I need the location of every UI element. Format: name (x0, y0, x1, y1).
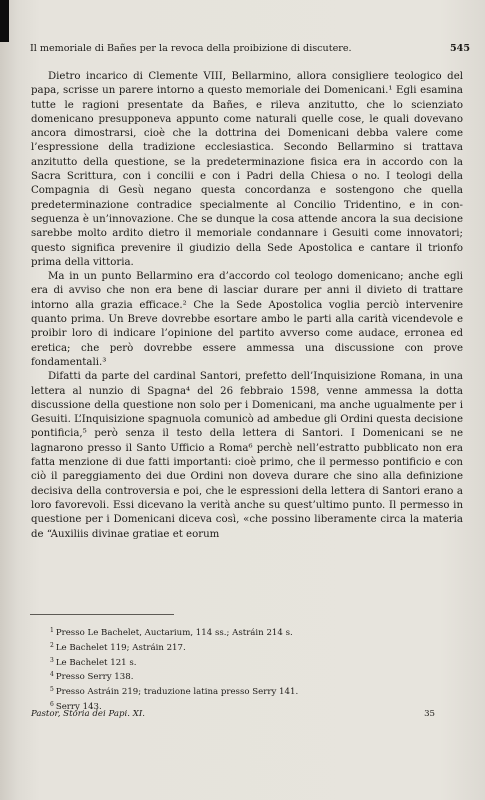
running-header (30, 41, 470, 57)
footnote (50, 655, 470, 670)
footnote (50, 625, 470, 640)
footnote-text: Le Bachelet 119; Astráin 217. (55, 642, 186, 653)
running-title: Il memoriale di Bañes per la revoca della proibizione di discutere. (30, 43, 352, 54)
paragraph: Ma in un punto Bellarmino era d’accordo col teologo domenicano; anche egli era di avviso che non era bene di lasciar durare per anni il divieto di trattare intorno alla grazia efficace.² Che la Sede Apostolica voglia perciò intervenire quanto prima. Un Breve dovrebbe esortare ambo le parti alla carità vicendevole e proibir loro di indicare l’opinione del partito avverso come audace, erronea ed eretica; che però dovrebbe essere ammessa una discussione con prove fondamentali.³ (31, 271, 463, 368)
footnote (50, 640, 470, 655)
footnote-number: 4 (50, 671, 54, 679)
footnote-number: 5 (50, 686, 54, 694)
sheet-number: 35 (424, 709, 435, 719)
footnote-number: 3 (50, 656, 54, 664)
footnote-number: 1 (50, 627, 54, 634)
paragraph: Dietro incarico di Clemente VIII, Bellarmino, allora consigliere teologico del papa, scrisse un parere intorno a questo memoriale dei Domenicani.¹ Egli esamina tutte le ragioni presentate da Bañes, e rileva anzitutto, che lo scienziato domenicano presupponeva appunto come naturali quelle cose, le quali dovevano ancora dimostrarsi, cioè che la dottrina dei Domenicani debba valere come l’espressione della tradizione ecclesiastica. Secondo Bellarmino si trattava anzitutto della questione, se la predeterminazione fisica era in accordo con la Sacra Scrittura, con i concilii e con i Padri della Chiesa o no. I teologi della Compagnia di Gesù negano questa concordanza e sostengono che quella predeterminazione contradice specialmente al Concilio Tridentino, e in conseguenza è un’innovazione. Che se dunque la cosa attende ancora la sua decisione sarebbe molto ardito dietro il memoriale condannare i Gesuiti come innovatori; questo significa prevenire il giudizio della Sede Apostolica e cantare il trionfo prima della vittoria. (31, 71, 463, 268)
page-number: 545 (449, 43, 470, 54)
footnote (50, 669, 470, 684)
footnote (50, 684, 470, 699)
footnote-text: Le Bachelet 121 s. (55, 657, 137, 668)
printer-signature: Pastor, Storia dei Papi. XI. (31, 709, 145, 719)
page-footer (31, 707, 435, 721)
footnote-text: Serry 143. (55, 701, 102, 712)
footnote-text: Presso Astráin 219; traduzione latina presso Serry 141. (55, 687, 299, 698)
footnote-divider (30, 614, 174, 615)
paragraph: Difatti da parte del cardinal Santori, prefetto dell’Inquisizione Romana, in una lettera al nunzio di Spagna⁴ del 26 febbraio 1598, venne ammessa la dotta discussione della questione non solo per i Domenicani, ma anche ugualmente per i Gesuiti. L’Inquisizione spagnuola comunicò ad ambedue gli Ordini questa decisione pontificia,⁵ però senza il testo della lettera di Santori. I Domenicani se ne lagnarono presso il Santo Ufficio a Roma⁶ perchè nell’estratto pubblicato non era fatta menzione di due fatti importanti: cioè primo, che il permesso pontificio e con ciò il pareggiamento dei due Ordini non doveva durare che sino alla definizione decisiva della controversia e poi, che le espressioni della lettera di Santori erano a loro favorevoli. Essi dicevano la verità anche su quest’ultimo punto. Il permesso in questione per i Domenicani diceva così, «che possino liberamente circa la materia de “Auxiliis divinae gratiae et eorum (31, 371, 463, 540)
footnote-number: 2 (50, 641, 54, 649)
footnote-text: Presso Le Bachelet, Auctarium, 114 ss.; Astráin 214 s. (55, 628, 293, 638)
footnote-text: Presso Serry 138. (55, 672, 134, 683)
scan-edge-mark (0, 0, 9, 42)
footnotes (50, 625, 470, 714)
main-text (31, 70, 463, 542)
footnote-number: 6 (50, 700, 54, 708)
